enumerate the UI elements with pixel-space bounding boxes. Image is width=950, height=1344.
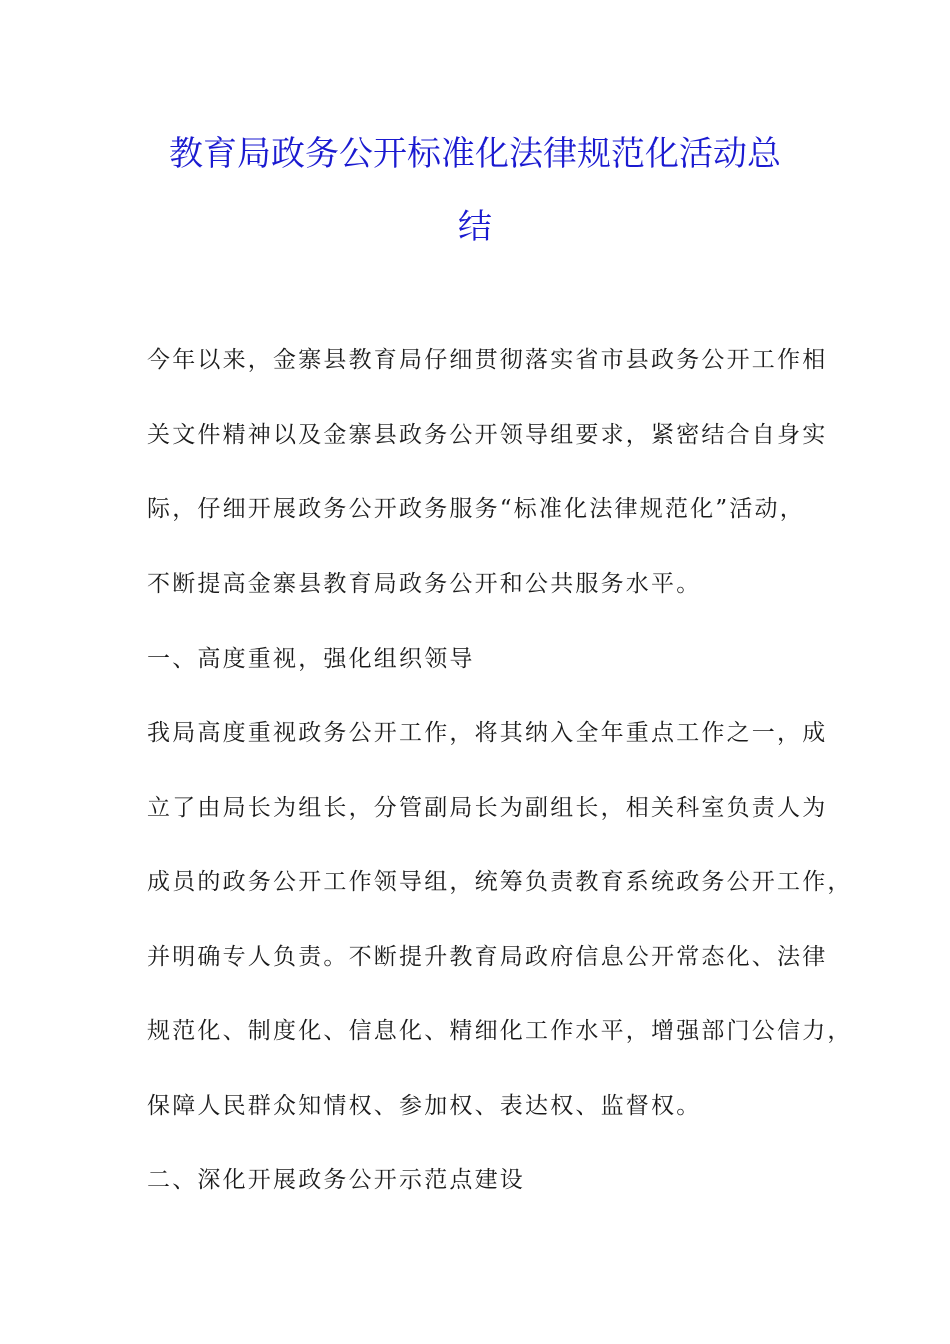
intro-paragraph-line-1: 今年以来，金寨县教育局仔细贯彻落实省市县政务公开工作相 [147, 347, 828, 373]
section-1-paragraph-line-5: 规范化、制度化、信息化、精细化工作水平，增强部门公信力， [147, 1018, 853, 1044]
document-title-line-2: 结 [458, 207, 492, 247]
section-heading-2: 二、深化开展政务公开示范点建设 [147, 1167, 525, 1193]
section-1-paragraph-line-1: 我局高度重视政务公开工作，将其纳入全年重点工作之一，成 [147, 720, 828, 746]
section-1-paragraph-line-2: 立了由局长为组长，分管副局长为副组长，相关科室负责人为 [147, 795, 828, 821]
section-1-paragraph-line-4: 并明确专人负责。不断提升教育局政府信息公开常态化、法律 [147, 944, 828, 970]
intro-paragraph-line-3: 际，仔细开展政务公开政务服务“标准化法律规范化”活动， [147, 496, 805, 522]
document-title-line-1: 教育局政务公开标准化法律规范化活动总 [169, 134, 781, 174]
section-1-paragraph-line-3: 成员的政务公开工作领导组，统筹负责教育系统政务公开工作， [147, 869, 853, 895]
section-heading-1: 一、高度重视，强化组织领导 [147, 646, 475, 672]
section-1-paragraph-line-6: 保障人民群众知情权、参加权、表达权、监督权。 [147, 1093, 702, 1119]
intro-paragraph-line-2: 关文件精神以及金寨县政务公开领导组要求，紧密结合自身实 [147, 422, 828, 448]
intro-paragraph-line-4: 不断提高金寨县教育局政务公开和公共服务水平。 [147, 571, 702, 597]
